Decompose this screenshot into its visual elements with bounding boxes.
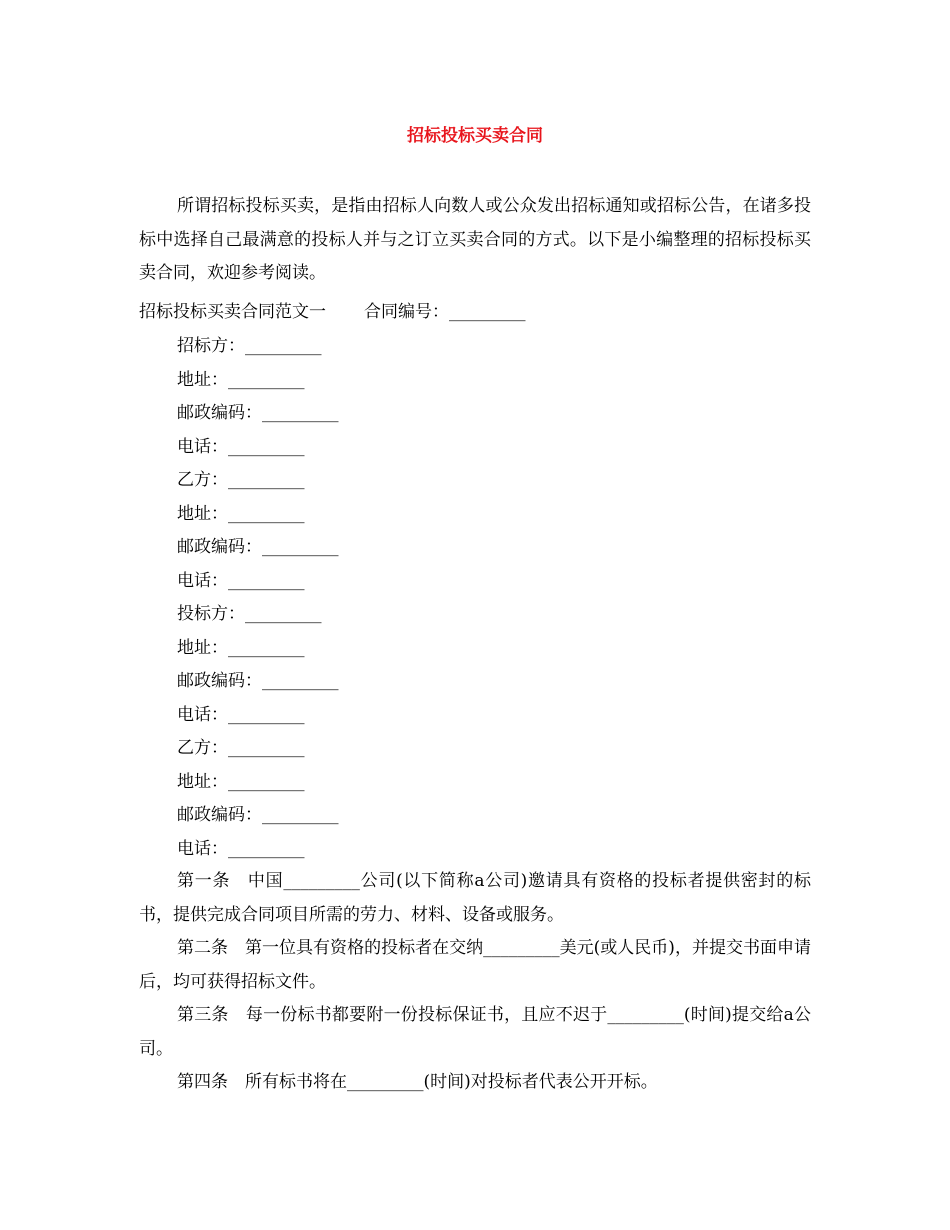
document-title: 招标投标买卖合同 [407, 126, 543, 146]
field-line: 乙方：_________ [177, 738, 305, 758]
article-3: 第三条 每一份标书都要附一份投标保证书，且应不迟于_________(时间)提交给a公司。 [139, 1005, 811, 1059]
field-line: 地址：_________ [177, 370, 305, 390]
field-line: 投标方：_________ [177, 604, 322, 624]
contract-number: 合同编号：_________ [364, 302, 526, 322]
field-line: 乙方：_________ [177, 470, 305, 490]
contract-heading: 招标投标买卖合同范文一 [139, 302, 326, 322]
field-line: 邮政编码：_________ [177, 537, 339, 557]
field-line: 电话：_________ [177, 571, 305, 591]
field-line: 邮政编码：_________ [177, 403, 339, 423]
field-line: 地址：_________ [177, 504, 305, 524]
field-line: 电话：_________ [177, 839, 305, 859]
field-line: 地址：_________ [177, 772, 305, 792]
intro-paragraph: 所谓招标投标买卖，是指由招标人向数人或公众发出招标通知或招标公告，在诸多投标中选择自己最满意的投标人并与之订立买卖合同的方式。以下是小编整理的招标投标买卖合同，欢迎参考阅读。 [139, 196, 811, 283]
contract-heading-line [139, 300, 526, 324]
article-1: 第一条 中国_________公司(以下简称a公司)邀请具有资格的投标者提供密封的标书，提供完成合同项目所需的劳力、材料、设备或服务。 [139, 871, 811, 925]
article-4: 第四条 所有标书将在_________(时间)对投标者代表公开开标。 [177, 1072, 658, 1092]
field-line: 电话：_________ [177, 437, 305, 457]
field-line: 招标方：_________ [177, 336, 322, 356]
field-line: 地址：_________ [177, 638, 305, 658]
field-line: 电话：_________ [177, 705, 305, 725]
field-line: 邮政编码：_________ [177, 805, 339, 825]
field-line: 邮政编码：_________ [177, 671, 339, 691]
article-2: 第二条 第一位具有资格的投标者在交纳_________美元(或人民币)，并提交书面申请后，均可获得招标文件。 [139, 938, 811, 992]
